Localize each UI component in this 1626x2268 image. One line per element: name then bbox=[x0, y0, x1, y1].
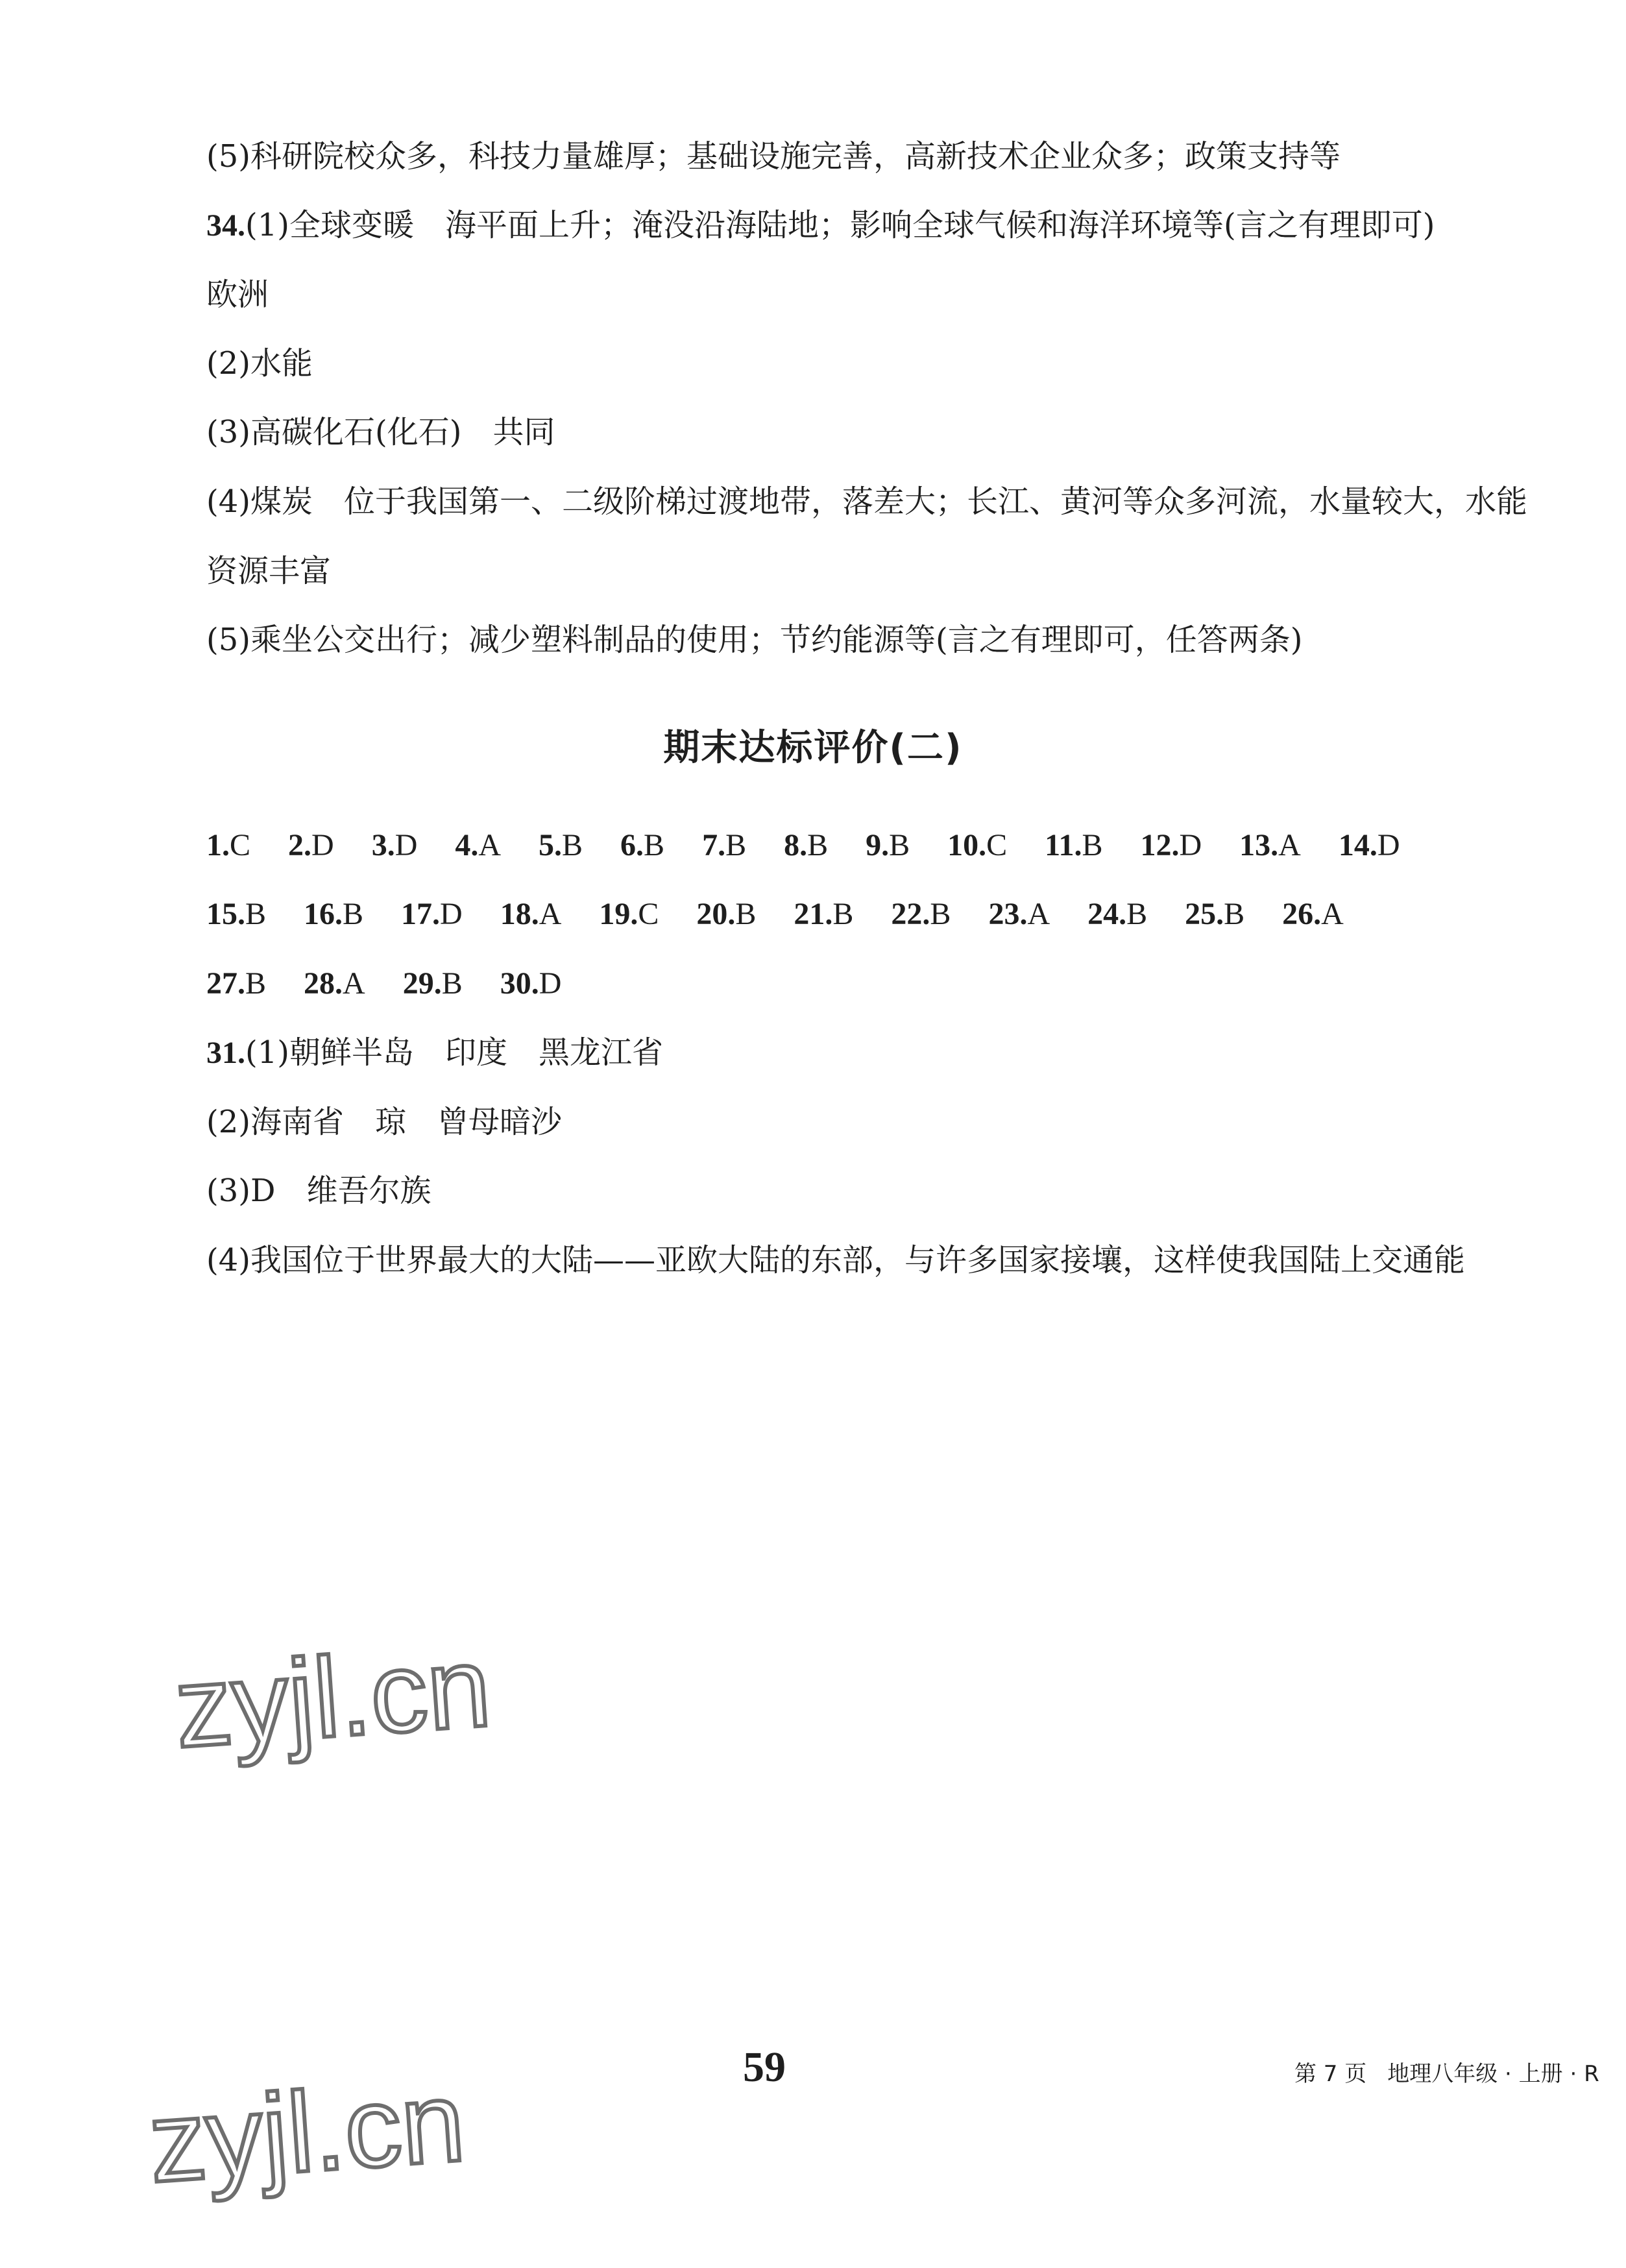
answer-item bbox=[784, 825, 828, 866]
question-number: 15. bbox=[206, 897, 245, 931]
answer-item bbox=[304, 894, 363, 935]
answer-choice: B bbox=[832, 897, 854, 931]
answer-item bbox=[1282, 894, 1344, 935]
answer-line: 欧洲 bbox=[206, 276, 269, 313]
answer-choice: D bbox=[311, 828, 334, 862]
answer-item bbox=[947, 825, 1007, 866]
answer-row-2 bbox=[206, 893, 1381, 935]
answer-item bbox=[500, 963, 562, 1005]
answer-choice: D bbox=[1179, 828, 1202, 862]
question-number: 16. bbox=[304, 897, 343, 931]
question-number: 7. bbox=[702, 828, 726, 862]
answer-item bbox=[304, 963, 365, 1005]
answer-item bbox=[1185, 894, 1244, 935]
answer-choice: C bbox=[638, 897, 659, 931]
answer-item bbox=[1339, 825, 1400, 866]
answer-choice: B bbox=[1126, 897, 1148, 931]
answer-item bbox=[455, 825, 501, 866]
answer-item bbox=[1087, 894, 1147, 935]
question-number: 22. bbox=[891, 897, 930, 931]
answer-choice: B bbox=[807, 828, 829, 862]
page-number: 59 bbox=[743, 2043, 786, 2091]
section-title: 期末达标评价(二) bbox=[663, 727, 963, 769]
answer-line: (4)煤炭 位于我国第一、二级阶梯过渡地带，落差大；长江、黄河等众多河流，水量较大，水能 bbox=[206, 483, 1527, 520]
question-number: 3. bbox=[371, 828, 395, 862]
question-number: 12. bbox=[1140, 828, 1180, 862]
answer-choice: D bbox=[1377, 828, 1400, 862]
answer-choice: C bbox=[986, 828, 1008, 862]
answer-choice: B bbox=[1224, 897, 1245, 931]
answer-choice: A bbox=[1321, 897, 1344, 931]
answer-item bbox=[696, 894, 756, 935]
answer-line: (3)D 维吾尔族 bbox=[206, 1173, 431, 1209]
answer-line: 34.(1)全球变暖 海平面上升；淹没沿海陆地；影响全球气候和海洋环境等(言之有理即可) bbox=[206, 207, 1435, 243]
question-number: 29. bbox=[402, 966, 442, 1001]
answer-choice: B bbox=[889, 828, 910, 862]
answer-item bbox=[206, 825, 250, 866]
answer-item bbox=[988, 894, 1050, 935]
question-number: 4. bbox=[455, 828, 479, 862]
answer-line: (4)我国位于世界最大的大陆——亚欧大陆的东部，与许多国家接壤，这样使我国陆上交通能 bbox=[206, 1242, 1465, 1278]
answer-item bbox=[403, 963, 463, 1005]
question-number: 6. bbox=[620, 828, 644, 862]
answer-choice: A bbox=[1027, 897, 1050, 931]
answer-choice: B bbox=[644, 828, 665, 862]
question-number: 21. bbox=[794, 897, 833, 931]
answer-choice: A bbox=[1278, 828, 1301, 862]
answer-choice: B bbox=[245, 897, 267, 931]
answer-item bbox=[500, 894, 562, 935]
watermark-text: zyjl.cn bbox=[171, 1623, 495, 1772]
question-number: 14. bbox=[1338, 828, 1377, 862]
answer-item bbox=[891, 894, 951, 935]
question-number: 9. bbox=[866, 828, 890, 862]
answer-choice: B bbox=[441, 966, 463, 1001]
question-number: 2. bbox=[288, 828, 312, 862]
question-number: 13. bbox=[1239, 828, 1279, 862]
question-number: 18. bbox=[500, 897, 539, 931]
answer-row-3 bbox=[206, 962, 599, 1005]
answer-item bbox=[866, 825, 910, 866]
question-number: 27. bbox=[206, 966, 245, 1001]
answer-row-1 bbox=[206, 824, 1438, 866]
question-number: 5. bbox=[539, 828, 563, 862]
answer-choice: B bbox=[725, 828, 747, 862]
answer-item bbox=[539, 825, 583, 866]
answer-choice: B bbox=[343, 897, 364, 931]
question-number: 19. bbox=[599, 897, 638, 931]
answer-choice: C bbox=[230, 828, 251, 862]
answer-line: (2)水能 bbox=[206, 345, 313, 382]
answer-line: (5)科研院校众多，科技力量雄厚；基础设施完善，高新技术企业众多；政策支持等 bbox=[206, 138, 1341, 175]
question-number: 34. bbox=[206, 208, 245, 243]
watermark-logo bbox=[143, 2057, 480, 2206]
answer-choice: B bbox=[1082, 828, 1103, 862]
answer-item bbox=[288, 825, 334, 866]
answer-item bbox=[206, 963, 266, 1005]
question-number: 26. bbox=[1282, 897, 1322, 931]
question-number: 25. bbox=[1185, 897, 1224, 931]
answer-item bbox=[372, 825, 418, 866]
answer-choice: D bbox=[394, 828, 418, 862]
answer-item bbox=[401, 894, 463, 935]
question-number: 17. bbox=[401, 897, 441, 931]
answer-line: (2)海南省 琼 曾母暗沙 bbox=[206, 1104, 562, 1140]
question-number: 1. bbox=[206, 828, 230, 862]
question-number: 24. bbox=[1087, 897, 1127, 931]
question-number: 8. bbox=[784, 828, 808, 862]
page-footer bbox=[1294, 2056, 1599, 2088]
answer-item bbox=[794, 894, 853, 935]
answer-line: 31.(1)朝鲜半岛 印度 黑龙江省 bbox=[206, 1034, 663, 1071]
question-number: 23. bbox=[988, 897, 1028, 931]
watermark-logo bbox=[169, 1622, 506, 1772]
answer-choice: B bbox=[930, 897, 951, 931]
answer-choice: B bbox=[245, 966, 267, 1001]
question-number: 20. bbox=[696, 897, 736, 931]
question-number: 10. bbox=[947, 828, 987, 862]
answer-choice: B bbox=[735, 897, 757, 931]
answer-choice: A bbox=[478, 828, 502, 862]
answer-line: 资源丰富 bbox=[206, 553, 332, 589]
answer-item bbox=[702, 825, 746, 866]
footer-page: 第 7 页 bbox=[1294, 2061, 1367, 2087]
question-number: 11. bbox=[1045, 828, 1082, 862]
answer-choice: D bbox=[440, 897, 463, 931]
answer-item bbox=[1239, 825, 1301, 866]
answer-line: (5)乘坐公交出行；减少塑料制品的使用；节约能源等(言之有理即可，任答两条) bbox=[206, 622, 1303, 658]
answer-line: (3)高碳化石(化石) 共同 bbox=[206, 414, 555, 450]
answer-item bbox=[206, 894, 266, 935]
answer-choice: D bbox=[539, 966, 562, 1001]
answer-item bbox=[1045, 825, 1102, 866]
watermark-text: zyjl.cn bbox=[145, 2058, 469, 2206]
footer-subject: 地理八年级 · 上册 · R bbox=[1387, 2061, 1599, 2087]
answer-item bbox=[1141, 825, 1202, 866]
answer-item bbox=[599, 894, 659, 935]
question-number: 28. bbox=[304, 966, 343, 1001]
answer-choice: B bbox=[562, 828, 583, 862]
answer-choice: A bbox=[539, 897, 562, 931]
answer-item bbox=[620, 825, 664, 866]
question-number: 31. bbox=[206, 1036, 245, 1070]
answer-choice: A bbox=[343, 966, 365, 1001]
question-number: 30. bbox=[500, 966, 539, 1001]
